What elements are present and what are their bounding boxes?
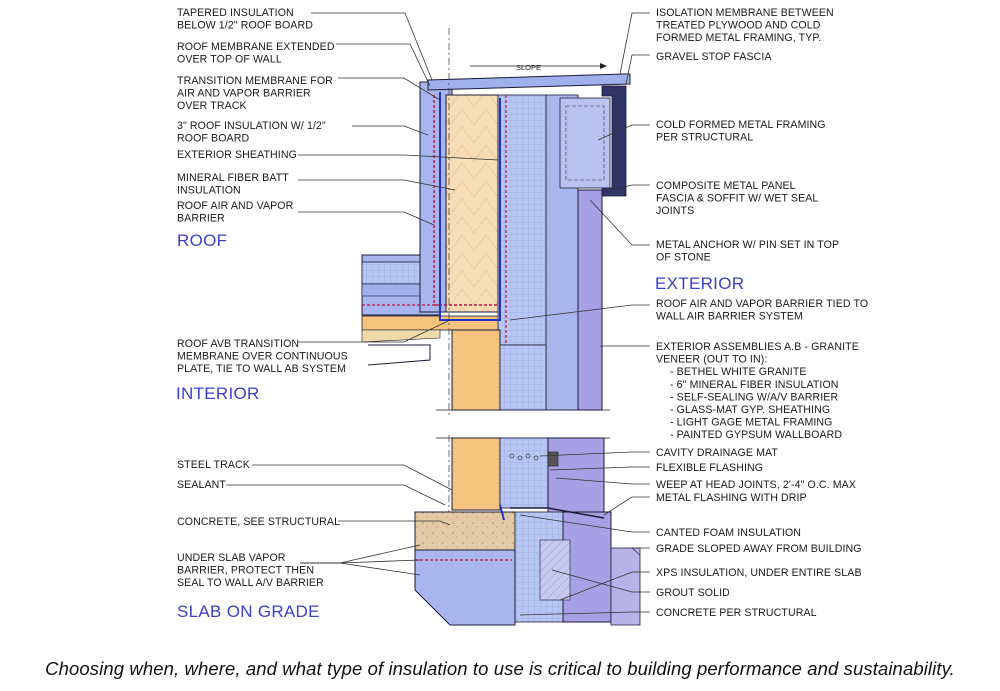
right-callout-line: GRAVEL STOP FASCIA <box>656 51 772 63</box>
left-callout-line: ROOF AIR AND VAPOR <box>177 200 294 212</box>
right-callout-line: WALL AIR BARRIER SYSTEM <box>656 310 803 323</box>
right-callout-line: FLEXIBLE FLASHING <box>656 462 764 474</box>
right-callout-line: CAVITY DRAINAGE MAT <box>656 447 778 459</box>
left-callout <box>177 459 250 471</box>
right-callout-line: - GLASS-MAT GYP. SHEATHING <box>670 404 831 416</box>
figure-caption: Choosing when, where, and what type of insulation to use is critical to building performance and sustainability. <box>45 658 955 679</box>
right-callout-line: - BETHEL WHITE GRANITE <box>670 366 807 379</box>
right-callout-line: XPS INSULATION, UNDER ENTIRE SLAB <box>656 567 862 579</box>
left-callout-line: ROOF MEMBRANE EXTENDED <box>177 41 335 53</box>
left-callout <box>177 120 326 145</box>
right-callout <box>656 607 817 619</box>
right-callout <box>656 341 859 441</box>
right-callout <box>656 527 801 539</box>
right-callout <box>656 7 834 44</box>
left-callout-line: ROOF BOARD <box>177 132 250 145</box>
left-callout <box>177 41 335 66</box>
right-callout <box>656 492 807 504</box>
left-callout-line: UNDER SLAB VAPOR <box>177 552 286 564</box>
left-callout-line: BELOW 1/2" ROOF BOARD <box>177 19 313 32</box>
zone-label-interior: INTERIOR <box>176 384 260 403</box>
right-callout-line: CANTED FOAM INSULATION <box>656 527 802 539</box>
left-callout-line: INSULATION <box>177 184 241 197</box>
left-callouts <box>177 7 348 589</box>
left-callout-line: OVER TRACK <box>177 100 247 113</box>
left-callout <box>177 172 289 197</box>
left-callout <box>177 479 226 491</box>
right-callout <box>656 479 856 491</box>
right-callout-line: - PAINTED GYPSUM WALLBOARD <box>670 429 843 442</box>
right-callout-line: TREATED PLYWOOD AND COLD <box>656 19 821 32</box>
left-callout-line: TAPERED INSULATION <box>177 7 294 19</box>
right-callouts <box>656 7 868 619</box>
zone-label-roof: ROOF <box>177 231 228 250</box>
right-callout <box>656 543 862 555</box>
left-callout-line: MEMBRANE OVER CONTINUOUS <box>177 350 348 363</box>
right-callout-line: OF STONE <box>656 251 711 264</box>
right-callout-line: WEEP AT HEAD JOINTS, 2'-4" O.C. MAX <box>656 479 857 491</box>
left-callout <box>177 149 297 161</box>
left-callout-line: SEALANT <box>177 479 226 491</box>
left-callout <box>177 7 313 32</box>
right-callout-line: EXTERIOR ASSEMBLIES A.B - GRANITE <box>656 341 859 353</box>
right-callout-line: FORMED METAL FRAMING, TYP. <box>656 32 822 45</box>
left-callout-line: 3" ROOF INSULATION W/ 1/2" <box>177 120 326 132</box>
left-callout-line: CONCRETE, SEE STRUCTURAL <box>177 516 341 528</box>
right-callout-line: PER STRUCTURAL <box>656 131 754 144</box>
right-callout-line: GRADE SLOPED AWAY FROM BUILDING <box>656 543 862 555</box>
right-callout-line: CONCRETE PER STRUCTURAL <box>656 607 817 619</box>
right-callout <box>656 239 839 264</box>
right-callout-line: METAL ANCHOR W/ PIN SET IN TOP <box>656 239 840 251</box>
right-callout-line: COLD FORMED METAL FRAMING <box>656 119 826 131</box>
left-callout <box>177 200 294 225</box>
right-callout-line: ISOLATION MEMBRANE BETWEEN <box>656 7 834 19</box>
right-callout-line: ROOF AIR AND VAPOR BARRIER TIED TO <box>656 298 869 310</box>
right-callout <box>656 51 772 63</box>
left-callout-line: ROOF AVB TRANSITION <box>177 338 300 350</box>
left-callout-line: BARRIER, PROTECT THEN <box>177 564 315 577</box>
left-callout-line: STEEL TRACK <box>177 459 250 471</box>
right-callout <box>656 587 730 599</box>
left-callout-line: MINERAL FIBER BATT <box>177 172 289 184</box>
left-callout-line: EXTERIOR SHEATHING <box>177 149 297 161</box>
right-callout-line: JOINTS <box>656 205 695 218</box>
left-callout <box>177 552 324 589</box>
right-callout <box>656 447 778 459</box>
right-callout <box>656 567 862 579</box>
left-callout-line: AIR AND VAPOR BARRIER <box>177 87 311 100</box>
right-callout-line: VENEER (OUT TO IN): <box>656 353 768 366</box>
slope-label: SLOPE <box>516 63 542 72</box>
left-callout-line: OVER TOP OF WALL <box>177 53 282 66</box>
left-callout-line: SEAL TO WALL A/V BARRIER <box>177 577 324 590</box>
right-callout <box>656 298 868 323</box>
right-callout-line: GROUT SOLID <box>656 587 730 599</box>
left-callout <box>177 338 348 375</box>
right-callout <box>656 180 818 217</box>
right-callout <box>656 119 826 144</box>
left-callout-line: BARRIER <box>177 212 225 225</box>
right-callout <box>656 462 763 474</box>
right-callout-line: - LIGHT GAGE METAL FRAMING <box>670 416 833 429</box>
left-callout <box>177 75 333 112</box>
right-callout-line: - 6" MINERAL FIBER INSULATION <box>670 378 839 391</box>
right-callout-line: METAL FLASHING WITH DRIP <box>656 492 807 504</box>
left-callout-line: TRANSITION MEMBRANE FOR <box>177 75 333 87</box>
left-callout-line: PLATE, TIE TO WALL AB SYSTEM <box>177 363 347 376</box>
zone-label-slab-on-grade: SLAB ON GRADE <box>177 602 320 621</box>
zone-label-exterior: EXTERIOR <box>655 274 745 293</box>
right-callout-line: - SELF-SEALING W/A/V BARRIER <box>670 391 839 404</box>
right-callout-line: FASCIA & SOFFIT W/ WET SEAL <box>656 192 819 205</box>
right-callout-line: COMPOSITE METAL PANEL <box>656 180 796 192</box>
left-callout <box>177 516 340 528</box>
